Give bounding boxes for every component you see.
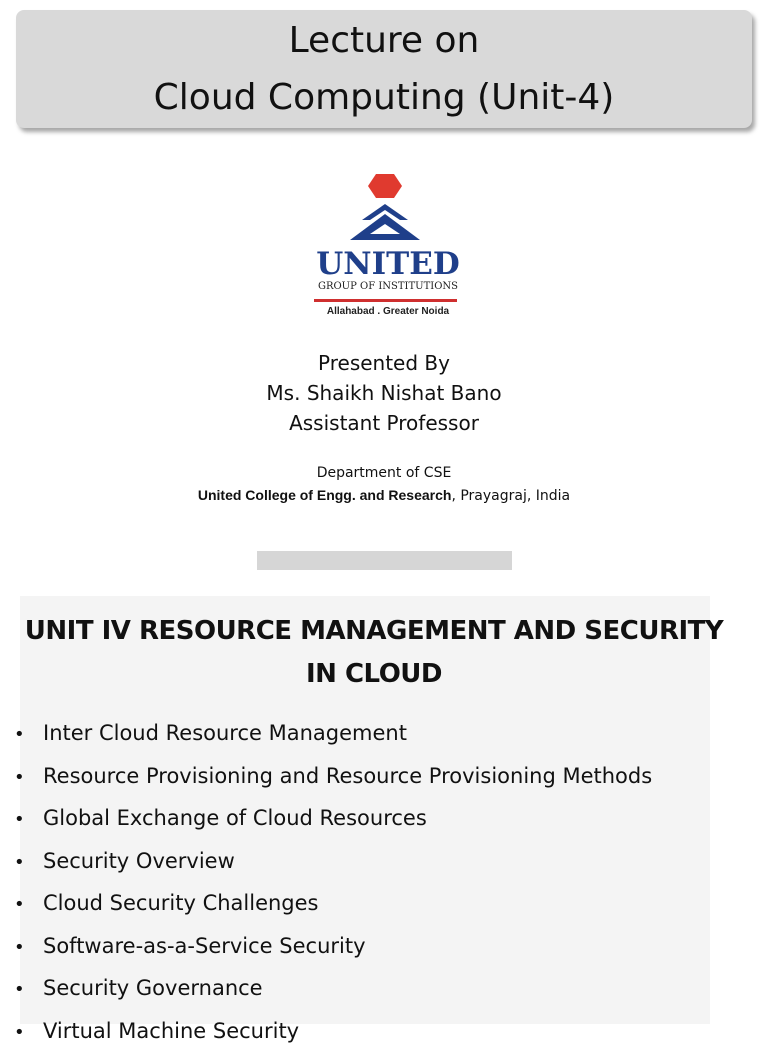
college-line <box>0 484 768 507</box>
bullet-icon: • <box>14 842 43 885</box>
list-item: • Global Exchange of Cloud Resources <box>14 797 652 840</box>
title-line-2: Cloud Computing (Unit-4) <box>16 69 752 126</box>
list-item: • Cloud Security Challenges <box>14 882 652 925</box>
bullet-icon: • <box>14 884 43 927</box>
topic-list <box>14 712 652 1052</box>
presenter-block <box>0 348 768 438</box>
presented-by: Presented By <box>0 348 768 378</box>
logo-locations: Allahabad . Greater Noida <box>314 306 462 317</box>
list-item: • Virtual Machine Security <box>14 1010 652 1053</box>
logo-divider <box>314 299 457 302</box>
presenter-title: Assistant Professor <box>0 408 768 438</box>
slide-2-title-line-1: UNIT IV RESOURCE MANAGEMENT AND SECURITY <box>0 610 748 653</box>
logo-subtitle: GROUP OF INSTITUTIONS <box>314 281 462 292</box>
bullet-icon: • <box>14 927 43 970</box>
list-item: • Inter Cloud Resource Management <box>14 712 652 755</box>
title-line-1: Lecture on <box>16 12 752 69</box>
bullet-icon: • <box>14 969 43 1012</box>
college-location: , Prayagraj, India <box>451 488 570 504</box>
list-item: • Security Overview <box>14 840 652 883</box>
bullet-icon: • <box>14 714 43 757</box>
slide-2-title-line-2: IN CLOUD <box>0 653 748 696</box>
bullet-icon: • <box>14 799 43 842</box>
united-logo-emblem-icon <box>300 168 470 248</box>
slide-2-title <box>0 610 748 696</box>
slide-title-box <box>16 10 752 128</box>
list-item: • Software-as-a-Service Security <box>14 925 652 968</box>
logo-name: UNITED <box>314 246 462 282</box>
department-block <box>0 462 768 507</box>
list-item: • Resource Provisioning and Resource Provisioning Methods <box>14 755 652 798</box>
presenter-name: Ms. Shaikh Nishat Bano <box>0 378 768 408</box>
bullet-icon: • <box>14 1012 43 1054</box>
united-logo <box>300 168 470 326</box>
college-name: United College of Engg. and Research <box>198 487 452 503</box>
department: Department of CSE <box>0 462 768 484</box>
slide-separator <box>257 551 512 570</box>
list-item: • Security Governance <box>14 967 652 1010</box>
bullet-icon: • <box>14 757 43 800</box>
